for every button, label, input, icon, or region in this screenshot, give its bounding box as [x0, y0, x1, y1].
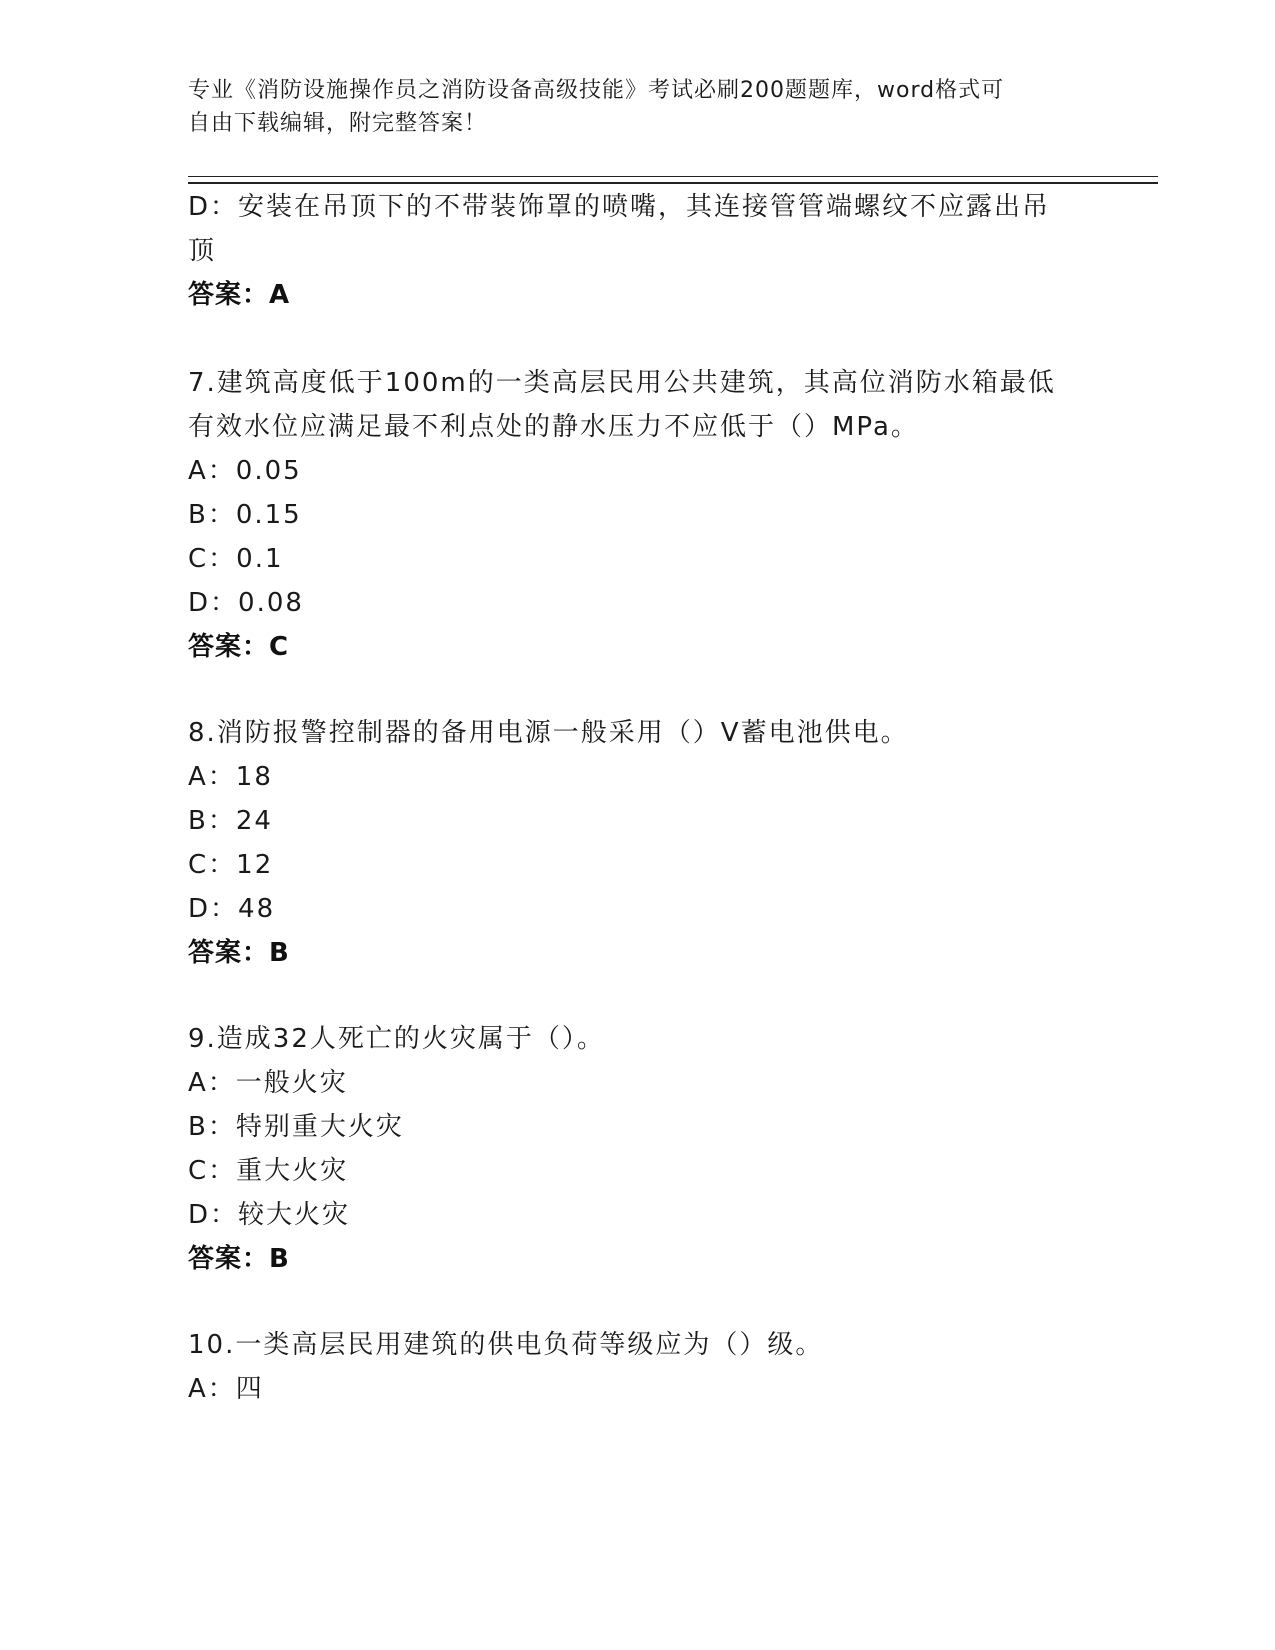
- q7-option-d: D：0.08: [188, 588, 304, 618]
- q9-answer: 答案：B: [188, 1244, 290, 1274]
- q6-option-d-line-1: D：安装在吊顶下的不带装饰罩的喷嘴，其连接管管端螺纹不应露出吊: [188, 192, 1051, 222]
- q9-option-b: B：特别重大火灾: [188, 1112, 404, 1142]
- q8-option-d: D：48: [188, 894, 276, 924]
- q8-answer: 答案：B: [188, 938, 290, 968]
- header-divider: [188, 176, 1158, 184]
- q10-stem: 10.一类高层民用建筑的供电负荷等级应为（）级。: [188, 1330, 824, 1360]
- q9-option-c: C：重大火灾: [188, 1156, 349, 1186]
- q10-option-a: A：四: [188, 1374, 264, 1404]
- q8-option-a: A：18: [188, 762, 273, 792]
- q7-stem-line-2: 有效水位应满足最不利点处的静水压力不应低于（）MPa。: [188, 412, 919, 442]
- q8-option-c: C：12: [188, 850, 274, 880]
- header-title-line-1: 专业《消防设施操作员之消防设备高级技能》考试必刷200题题库，word格式可: [188, 78, 1005, 103]
- q6-answer: 答案：A: [188, 280, 291, 310]
- q9-stem: 9.造成32人死亡的火灾属于（）。: [188, 1024, 605, 1054]
- q8-option-b: B：24: [188, 806, 273, 836]
- q9-option-a: A：一般火灾: [188, 1068, 348, 1098]
- q7-option-a: A：0.05: [188, 456, 302, 486]
- q7-answer: 答案：C: [188, 632, 290, 662]
- q8-stem: 8.消防报警控制器的备用电源一般采用（）V蓄电池供电。: [188, 718, 909, 748]
- document-header: [188, 74, 1088, 140]
- q7-option-c: C：0.1: [188, 544, 284, 574]
- header-title-line-2: 自由下载编辑，附完整答案！: [188, 111, 488, 136]
- q7-stem-line-1: 7.建筑高度低于100m的一类高层民用公共建筑，其高位消防水箱最低: [188, 368, 1056, 398]
- q7-option-b: B：0.15: [188, 500, 302, 530]
- q9-option-d: D：较大火灾: [188, 1200, 351, 1230]
- q6-option-d-line-2: 顶: [188, 236, 217, 266]
